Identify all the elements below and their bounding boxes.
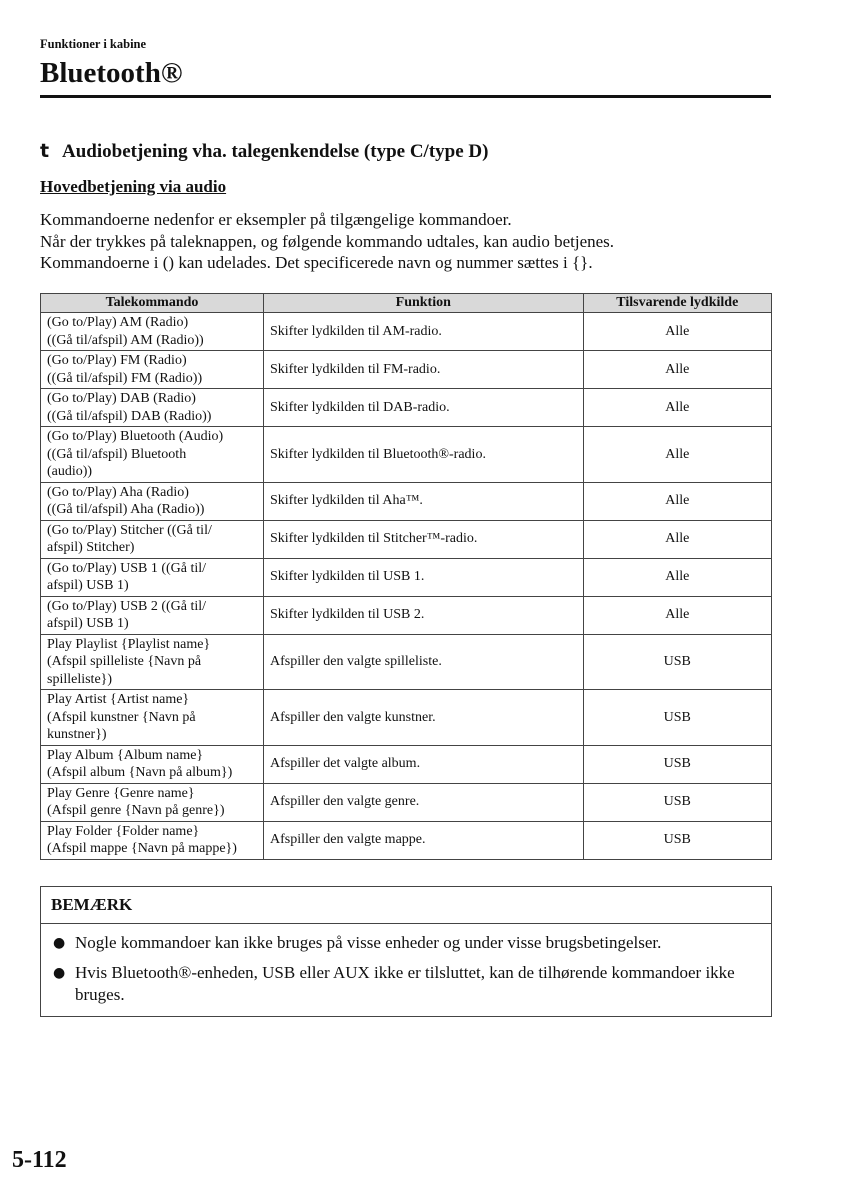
function-cell: Skifter lydkilden til USB 2. (264, 596, 584, 634)
note-item (53, 932, 761, 954)
function-cell: Afspiller den valgte spilleliste. (264, 634, 584, 690)
table-row (41, 427, 772, 483)
note-title: BEMÆRK (41, 887, 771, 924)
command-cell: Play Folder {Folder name} (Afspil mappe {Navn på mappe}) (41, 821, 264, 859)
table-header-row (41, 294, 772, 313)
table-row (41, 558, 772, 596)
title-divider (40, 95, 771, 98)
table-row (41, 351, 772, 389)
command-cell: (Go to/Play) Bluetooth (Audio) ((Gå til/afspil) Bluetooth (audio)) (41, 427, 264, 483)
page-title: Bluetooth® (40, 57, 183, 89)
source-cell: USB (583, 634, 771, 690)
table-row (41, 520, 772, 558)
column-header: Talekommando (41, 294, 264, 313)
intro-line: Kommandoerne i () kan udelades. Det specificerede navn og nummer sættes i {}. (40, 253, 593, 273)
source-cell: Alle (583, 389, 771, 427)
function-cell: Afspiller det valgte album. (264, 745, 584, 783)
function-cell: Skifter lydkilden til Aha™. (264, 482, 584, 520)
table-row (41, 596, 772, 634)
source-cell: Alle (583, 427, 771, 483)
source-cell: Alle (583, 558, 771, 596)
bullet-icon: ● (53, 935, 66, 951)
function-cell: Afspiller den valgte mappe. (264, 821, 584, 859)
source-cell: USB (583, 783, 771, 821)
section-heading (40, 138, 488, 165)
note-item-text: Nogle kommandoer kan ikke bruges på visse enheder og under visse brugsbetingelser. (75, 933, 662, 952)
column-header: Funktion (264, 294, 584, 313)
command-cell: (Go to/Play) FM (Radio) ((Gå til/afspil) FM (Radio)) (41, 351, 264, 389)
command-cell: Play Artist {Artist name} (Afspil kunstner {Navn på kunstner}) (41, 690, 264, 746)
intro-line: Når der trykkes på taleknappen, og følgende kommando udtales, kan audio betjenes. (40, 231, 615, 251)
command-cell: Play Playlist {Playlist name} (Afspil spilleliste {Navn på spilleliste}) (41, 634, 264, 690)
source-cell: USB (583, 745, 771, 783)
function-cell: Afspiller den valgte kunstner. (264, 690, 584, 746)
intro-line: Kommandoerne nedenfor er eksempler på tilgængelige kommandoer. (40, 210, 512, 229)
command-cell: (Go to/Play) AM (Radio) ((Gå til/afspil) AM (Radio)) (41, 313, 264, 351)
table-row (41, 634, 772, 690)
intro-text (40, 209, 775, 274)
page-number: 5-112 (12, 1147, 67, 1173)
command-table (40, 293, 772, 860)
function-cell: Skifter lydkilden til FM-radio. (264, 351, 584, 389)
note-item (53, 962, 761, 1006)
command-cell: (Go to/Play) DAB (Radio) ((Gå til/afspil) DAB (Radio)) (41, 389, 264, 427)
table-row (41, 690, 772, 746)
section-bullet-icon: t (40, 140, 50, 162)
source-cell: Alle (583, 482, 771, 520)
command-cell: Play Album {Album name} (Afspil album {Navn på album}) (41, 745, 264, 783)
command-cell: (Go to/Play) Aha (Radio) ((Gå til/afspil) Aha (Radio)) (41, 482, 264, 520)
function-cell: Skifter lydkilden til USB 1. (264, 558, 584, 596)
command-cell: (Go to/Play) Stitcher ((Gå til/ afspil) Stitcher) (41, 520, 264, 558)
command-cell: Play Genre {Genre name} (Afspil genre {Navn på genre}) (41, 783, 264, 821)
function-cell: Skifter lydkilden til Bluetooth®-radio. (264, 427, 584, 483)
table-row (41, 745, 772, 783)
note-box (40, 886, 772, 1017)
source-cell: Alle (583, 313, 771, 351)
source-cell: USB (583, 821, 771, 859)
bullet-icon: ● (53, 965, 66, 981)
command-cell: (Go to/Play) USB 2 ((Gå til/ afspil) USB 1) (41, 596, 264, 634)
source-cell: Alle (583, 596, 771, 634)
column-header: Tilsvarende lydkilde (583, 294, 771, 313)
table-row (41, 821, 772, 859)
source-cell: USB (583, 690, 771, 746)
table-row (41, 783, 772, 821)
function-cell: Skifter lydkilden til AM-radio. (264, 313, 584, 351)
section-label: Funktioner i kabine (40, 37, 147, 51)
source-cell: Alle (583, 520, 771, 558)
function-cell: Skifter lydkilden til Stitcher™-radio. (264, 520, 584, 558)
source-cell: Alle (583, 351, 771, 389)
function-cell: Afspiller den valgte genre. (264, 783, 584, 821)
note-list (41, 924, 771, 1016)
table-row (41, 482, 772, 520)
table-row (41, 389, 772, 427)
table-row (41, 313, 772, 351)
section-heading-text: Audiobetjening vha. talegenkendelse (type C/type D) (62, 141, 489, 162)
function-cell: Skifter lydkilden til DAB-radio. (264, 389, 584, 427)
command-cell: (Go to/Play) USB 1 ((Gå til/ afspil) USB 1) (41, 558, 264, 596)
note-item-text: Hvis Bluetooth®-enheden, USB eller AUX ikke er tilsluttet, kan de tilhørende kommandoer ikke bruges. (75, 963, 735, 1004)
subheading: Hovedbetjening via audio (40, 177, 227, 196)
